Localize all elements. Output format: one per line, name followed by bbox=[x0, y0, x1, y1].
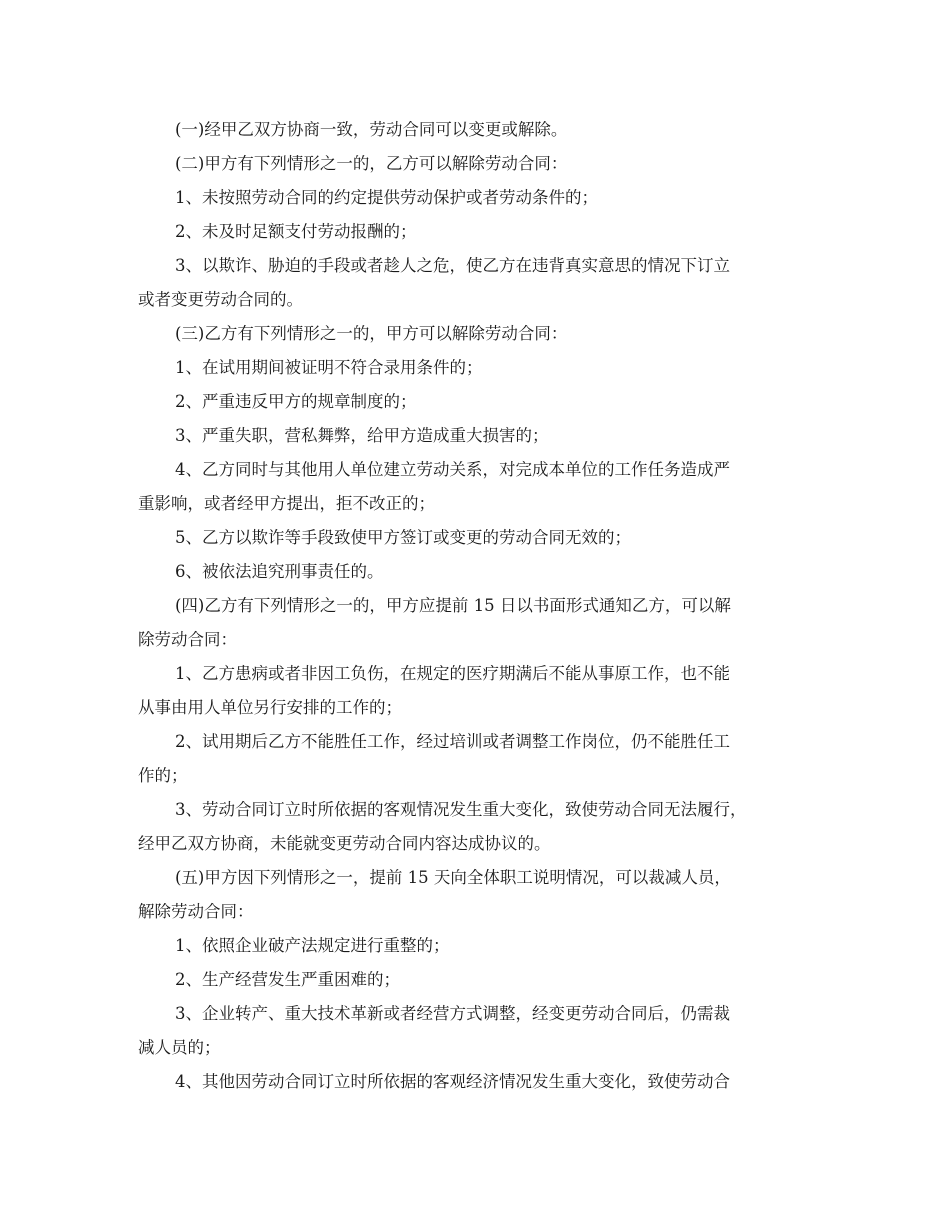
text-line: (五)甲方因下列情形之一，提前 15 天向全体职工说明情况，可以裁减人员， bbox=[175, 868, 731, 887]
text-line: 1、依照企业破产法规定进行重整的； bbox=[175, 936, 450, 955]
text-line: 2、未及时足额支付劳动报酬的； bbox=[175, 222, 417, 241]
text-line: (二)甲方有下列情形之一的，乙方可以解除劳动合同： bbox=[175, 154, 568, 173]
text-line: 5、乙方以欺诈等手段致使甲方签订或变更的劳动合同无效的； bbox=[175, 528, 631, 547]
text-line: 3、严重失职，营私舞弊，给甲方造成重大损害的； bbox=[175, 426, 549, 445]
text-line: (三)乙方有下列情形之一的，甲方可以解除劳动合同： bbox=[175, 324, 568, 343]
text-line: 解除劳动合同： bbox=[138, 902, 254, 921]
text-line: 或者变更劳动合同的。 bbox=[138, 290, 303, 309]
text-line: 3、劳动合同订立时所依据的客观情况发生重大变化，致使劳动合同无法履行， bbox=[175, 800, 747, 819]
text-line: (四)乙方有下列情形之一的，甲方应提前 15 日以书面形式通知乙方，可以解 bbox=[175, 596, 731, 615]
document-body bbox=[138, 113, 814, 1099]
text-line: 减人员的； bbox=[138, 1038, 221, 1057]
text-line: 经甲乙双方协商，未能就变更劳动合同内容达成协议的。 bbox=[138, 834, 551, 853]
text-line: 除劳动合同： bbox=[138, 630, 237, 649]
text-line: 从事由用人单位另行安排的工作的； bbox=[138, 698, 402, 717]
text-line: 6、被依法追究刑事责任的。 bbox=[175, 562, 384, 581]
text-line: 重影响，或者经甲方提出，拒不改正的； bbox=[138, 494, 435, 513]
text-line: 作的； bbox=[138, 766, 188, 785]
text-line: 1、未按照劳动合同的约定提供劳动保护或者劳动条件的； bbox=[175, 188, 598, 207]
text-line: 3、企业转产、重大技术革新或者经营方式调整，经变更劳动合同后，仍需裁 bbox=[175, 1004, 730, 1023]
text-line: 2、严重违反甲方的规章制度的； bbox=[175, 392, 417, 411]
text-line: 4、乙方同时与其他用人单位建立劳动关系，对完成本单位的工作任务造成严 bbox=[175, 460, 730, 479]
text-line: 4、其他因劳动合同订立时所依据的客观经济情况发生重大变化，致使劳动合 bbox=[175, 1072, 730, 1091]
text-line: 1、在试用期间被证明不符合录用条件的； bbox=[175, 358, 483, 377]
text-line: 2、试用期后乙方不能胜任工作，经过培训或者调整工作岗位，仍不能胜任工 bbox=[175, 732, 730, 751]
text-line: (一)经甲乙双方协商一致，劳动合同可以变更或解除。 bbox=[175, 120, 568, 139]
text-line: 1、乙方患病或者非因工负伤，在规定的医疗期满后不能从事原工作，也不能 bbox=[175, 664, 730, 683]
text-line: 2、生产经营发生严重困难的； bbox=[175, 970, 400, 989]
text-line: 3、以欺诈、胁迫的手段或者趁人之危，使乙方在违背真实意思的情况下订立 bbox=[175, 256, 730, 275]
